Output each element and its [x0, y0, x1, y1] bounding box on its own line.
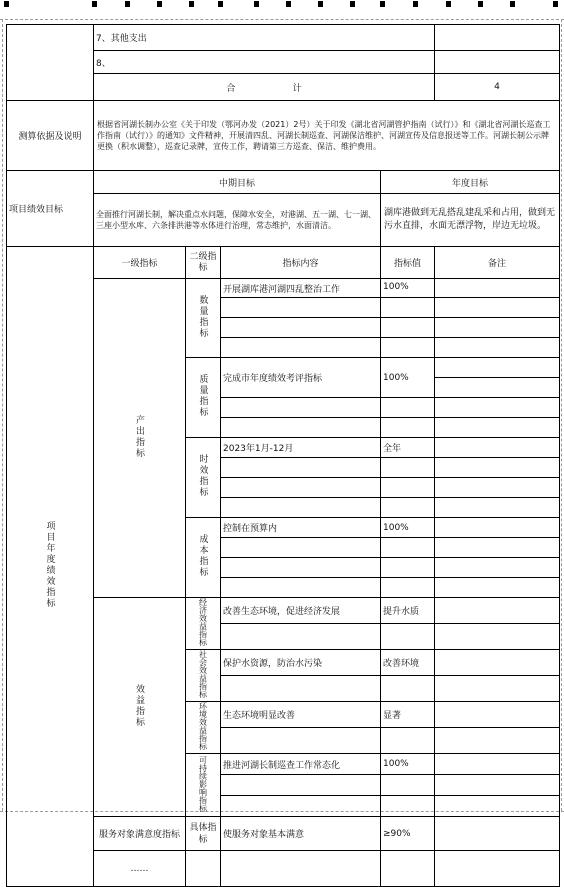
empty-cell	[221, 558, 381, 578]
note-cell	[435, 754, 560, 775]
empty-cell	[381, 318, 435, 338]
page-guide-right	[561, 19, 562, 811]
empty-cell	[221, 298, 381, 318]
table-row	[7, 101, 560, 171]
social-value: 改善环境	[381, 650, 435, 676]
output-label	[94, 279, 186, 598]
cost-label	[186, 518, 221, 598]
empty-cell	[381, 338, 435, 358]
benefit-label	[94, 598, 186, 817]
marker	[380, 1, 385, 7]
satisfaction-level1: 服务对象满意度指标	[94, 817, 186, 851]
empty-cell	[435, 558, 560, 578]
sustain-content: 推进河湖长制巡查工作常态化	[221, 754, 381, 775]
quantity-value: 100%	[381, 279, 435, 298]
marker	[510, 1, 515, 7]
timeliness-label-text: 时效指标	[197, 454, 208, 498]
marker	[218, 1, 223, 7]
header-value: 指标值	[381, 247, 435, 279]
social-content: 保护水资源，防治水污染	[221, 650, 381, 676]
empty-cell	[221, 578, 381, 598]
empty-cell	[381, 398, 435, 418]
marker	[4, 1, 9, 7]
empty-cell	[435, 378, 560, 398]
empty-cell	[435, 338, 560, 358]
basis-label: 测算依据及说明	[7, 101, 94, 171]
quantity-label-text: 数量指标	[197, 294, 208, 339]
empty-cell	[435, 498, 560, 518]
empty-cell	[435, 578, 560, 598]
mid-goal-text: 全面推行河湖长制，解决重点水问题，保障水安全，对港湖、五一湖、七一湖、三座小型水库、六条排洪港等水体进行治理，常态维护，水面清洁。	[94, 194, 381, 247]
empty-cell	[221, 851, 381, 887]
empty-cell	[435, 298, 560, 318]
marker	[254, 1, 259, 7]
economic-content: 改善生态环境，促进经济发展	[221, 598, 381, 624]
empty-cell	[435, 478, 560, 498]
indicators-section-text: 项目年度绩效指标	[44, 521, 55, 609]
empty-cell	[435, 418, 560, 438]
marker	[413, 1, 418, 7]
budget-label-cell	[7, 25, 94, 101]
marker	[125, 1, 130, 7]
quality-label-text: 质量指标	[197, 374, 208, 418]
sustain-label-text: 可持续影响指标	[198, 755, 208, 812]
annual-goal-text: 湖库港做到无乱搭乱建乱采和占用，做到无污水直排，水面无漂浮物，岸边无垃圾。	[381, 194, 560, 247]
satisfaction-level2: 具体指标	[186, 817, 221, 851]
marker	[92, 1, 97, 7]
empty-cell	[435, 851, 560, 887]
env-value: 显著	[381, 702, 435, 728]
empty-cell	[221, 796, 381, 817]
note-cell	[435, 279, 560, 298]
row8-value	[435, 51, 560, 74]
empty-cell	[381, 498, 435, 518]
economic-value: 提升水质	[381, 598, 435, 624]
economic-label	[186, 598, 221, 650]
empty-cell	[381, 418, 435, 438]
empty-cell	[381, 851, 435, 887]
indicators-section-label	[7, 247, 94, 887]
sustain-value: 100%	[381, 754, 435, 775]
economic-label-text: 经济效益指标	[198, 598, 208, 646]
basis-text: 根据省河湖长制办公室《关于印发（鄂河办发（2021）2号）关于印发《湖北省河湖管护指南（试行）》和《湖北省河湖长巡查工作指南（试行）》的通知》文件精神，开展清四乱、河湖长制巡查、河湖保洁维护、河湖宣传及信息报送等工作。河湖长制公示牌更换（积水调整），巡查记录牌，宣传工作，聘请第三方巡查、保洁、维护费用。	[94, 101, 560, 171]
env-content: 生态环境明显改善	[221, 702, 381, 728]
empty-cell	[381, 624, 435, 650]
table-row	[7, 247, 560, 279]
empty-cell	[435, 728, 560, 754]
empty-cell	[186, 851, 221, 887]
empty-cell	[435, 796, 560, 817]
empty-cell	[221, 318, 381, 338]
marker	[157, 1, 162, 7]
quantity-content: 开展湖库港河湖四乱整治工作	[221, 279, 381, 298]
marker	[350, 1, 355, 7]
quality-value: 100%	[381, 358, 435, 398]
empty-cell	[435, 318, 560, 338]
table-row	[7, 25, 560, 51]
performance-table	[6, 24, 560, 887]
total-value: 4	[435, 74, 560, 101]
benefit-label-text: 效益指标	[134, 683, 144, 728]
empty-cell	[381, 676, 435, 702]
header-note: 备注	[435, 247, 560, 279]
empty-cell	[435, 398, 560, 418]
note-cell	[435, 702, 560, 728]
empty-cell	[221, 775, 381, 796]
marker	[189, 1, 194, 7]
empty-cell	[381, 775, 435, 796]
output-label-text: 产出指标	[134, 414, 144, 459]
row7-value	[435, 25, 560, 51]
empty-cell	[221, 458, 381, 478]
cost-label-text: 成本指标	[197, 534, 208, 578]
empty-cell	[221, 418, 381, 438]
empty-cell	[435, 624, 560, 650]
timeliness-value: 全年	[381, 438, 435, 458]
table-row	[7, 171, 560, 194]
empty-cell	[435, 676, 560, 702]
row8-label: 8、	[94, 51, 435, 74]
header-level1: 一级指标	[94, 247, 186, 279]
header-level2: 二级指标	[186, 247, 221, 279]
empty-cell	[435, 538, 560, 558]
empty-cell	[221, 538, 381, 558]
total-label: 合 计	[94, 74, 435, 101]
page-guide-left	[2, 19, 3, 811]
empty-cell	[381, 578, 435, 598]
empty-cell	[381, 538, 435, 558]
env-label-text: 环境效益指标	[198, 702, 208, 750]
social-label-text: 社会效益指标	[198, 650, 208, 698]
empty-cell	[381, 298, 435, 318]
empty-cell	[381, 558, 435, 578]
header-content: 指标内容	[221, 247, 381, 279]
cost-value: 100%	[381, 518, 435, 538]
page-guide-top	[0, 19, 564, 20]
marker	[446, 1, 451, 7]
quality-content: 完成市年度绩效考评指标	[221, 358, 381, 398]
env-label	[186, 702, 221, 754]
note-cell	[435, 438, 560, 458]
goals-label: 项目绩效目标	[7, 171, 94, 247]
note-cell	[435, 358, 560, 378]
quantity-label	[186, 279, 221, 358]
empty-cell	[221, 398, 381, 418]
empty-cell	[435, 458, 560, 478]
social-label	[186, 650, 221, 702]
timeliness-content: 2023年1月-12月	[221, 438, 381, 458]
empty-cell	[221, 624, 381, 650]
ellipsis-cell: ……	[94, 851, 186, 887]
satisfaction-content: 使服务对象基本满意	[221, 817, 381, 851]
sustain-label	[186, 754, 221, 817]
note-cell	[435, 598, 560, 624]
cost-content: 控制在预算内	[221, 518, 381, 538]
marker	[553, 1, 558, 7]
note-cell	[435, 650, 560, 676]
annual-goal-header: 年度目标	[381, 171, 560, 194]
empty-cell	[435, 775, 560, 796]
empty-cell	[221, 676, 381, 702]
quality-label	[186, 358, 221, 438]
satisfaction-value: ≥90%	[381, 817, 435, 851]
empty-cell	[221, 478, 381, 498]
marker	[478, 1, 483, 7]
empty-cell	[221, 728, 381, 754]
print-markers	[0, 0, 564, 10]
empty-cell	[381, 478, 435, 498]
empty-cell	[381, 728, 435, 754]
empty-cell	[221, 498, 381, 518]
note-cell	[435, 518, 560, 538]
empty-cell	[381, 458, 435, 478]
mid-goal-header: 中期目标	[94, 171, 381, 194]
empty-cell	[381, 796, 435, 817]
note-cell	[435, 817, 560, 851]
marker	[286, 1, 291, 7]
timeliness-label	[186, 438, 221, 518]
empty-cell	[221, 338, 381, 358]
marker	[318, 1, 323, 7]
row7-label: 7、其他支出	[94, 25, 435, 51]
